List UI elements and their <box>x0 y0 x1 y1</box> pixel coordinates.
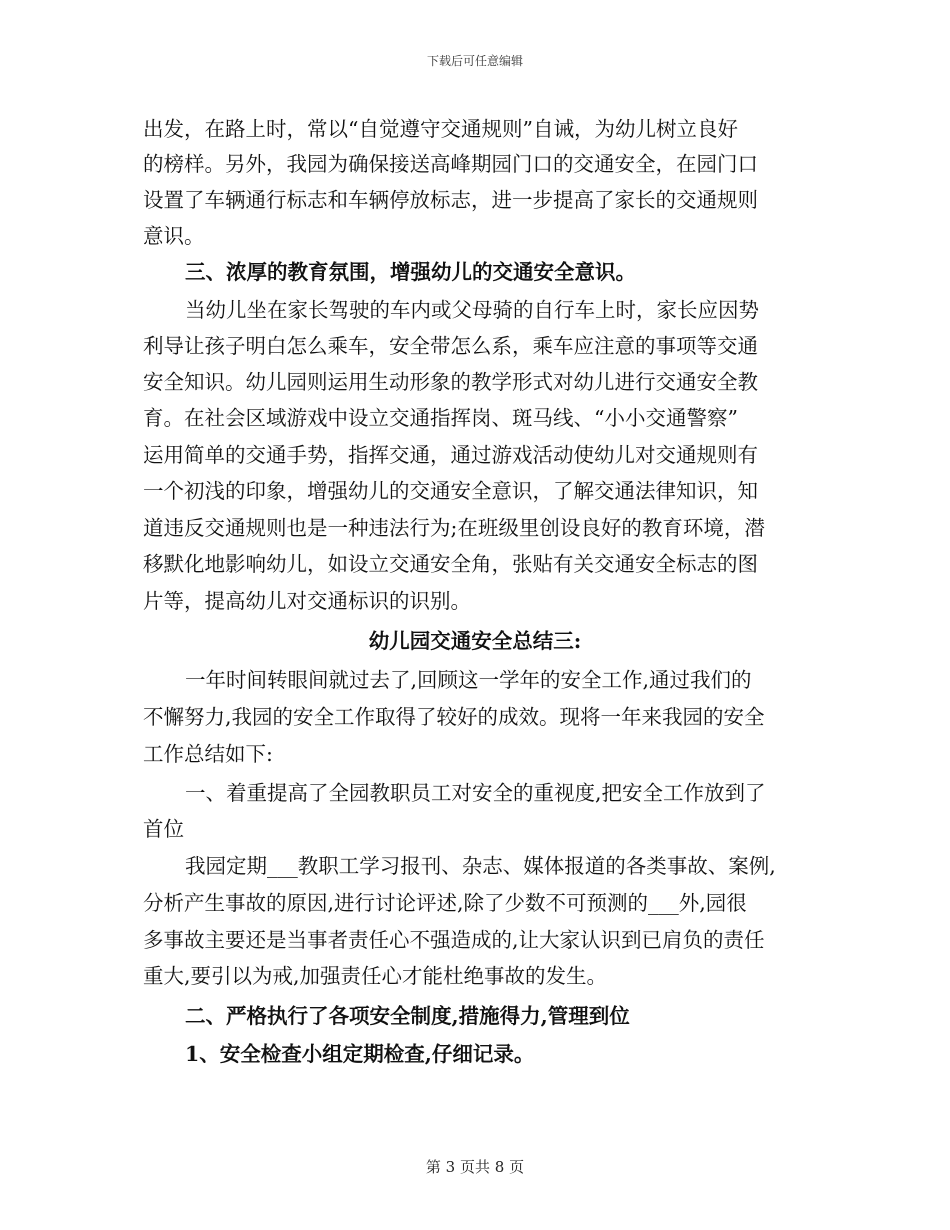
body-line: 一、着重提高了全园教职员工对安全的重视度,把安全工作放到了 <box>185 781 766 805</box>
body-line: 当幼儿坐在家长驾驶的车内或父母骑的自行车上时，家长应因势 <box>185 298 759 322</box>
body-line: 育。在社会区域游戏中设立交通指挥岗、斑马线、“小小交通警察” <box>143 406 738 430</box>
body-line: 一年时间转眼间就过去了,回顾这一学年的安全工作,通过我们的 <box>185 668 752 692</box>
body-line: 一个初浅的印象，增强幼儿的交通安全意识，了解交通法律知识，知 <box>143 479 758 503</box>
body-line: 的榜样。另外，我园为确保接送高峰期园门口的交通安全，在园门口 <box>143 152 758 176</box>
body-line: 多事故主要还是当事者责任心不强造成的,让大家认识到已肩负的责任 <box>143 928 765 952</box>
page-header: 下载后可任意编辑 <box>426 54 523 68</box>
section-title: 幼儿园交通安全总结三: <box>368 629 582 653</box>
body-line: 道违反交通规则也是一种违法行为;在班级里创设良好的教育环境，潜 <box>143 516 765 540</box>
body-line: 重大,要引以为戒,加强责任心才能杜绝事故的发生。 <box>143 964 608 988</box>
body-line: 安全知识。幼儿园则运用生动形象的教学形式对幼儿进行交通安全教 <box>143 370 758 394</box>
page-footer: 第 3 页共 8 页 <box>425 1158 525 1176</box>
body-line: 首位 <box>143 817 184 841</box>
body-line: 片等，提高幼儿对交通标识的识别。 <box>143 589 471 613</box>
body-line: 分析产生事故的原因,进行讨论评述,除了少数不可预测的___外,园很 <box>143 891 747 915</box>
body-line: 设置了车辆通行标志和车辆停放标志，进一步提高了家长的交通规则 <box>143 188 758 212</box>
body-line: 运用简单的交通手势，指挥交通，通过游戏活动使幼儿对交通规则有 <box>143 443 758 467</box>
body-line: 我园定期___教职工学习报刊、杂志、媒体报道的各类事故、案例, <box>185 854 776 878</box>
body-line: 不懈努力,我园的安全工作取得了较好的成效。现将一年来我园的安全 <box>143 705 765 729</box>
section-heading: 三、浓厚的教育氛围，增强幼儿的交通安全意识。 <box>185 260 636 284</box>
body-line: 利导让孩子明白怎么乘车，安全带怎么系，乘车应注意的事项等交通 <box>143 334 758 358</box>
body-line: 移默化地影响幼儿，如设立交通安全角，张贴有关交通安全标志的图 <box>143 552 758 576</box>
body-line: 工作总结如下: <box>143 742 273 766</box>
section-heading: 1、安全检查小组定期检查,仔细记录。 <box>185 1042 535 1066</box>
section-heading: 二、严格执行了各项安全制度,措施得力,管理到位 <box>185 1004 630 1028</box>
body-line: 出发，在路上时，常以“自觉遵守交通规则”自诫，为幼儿树立良好 <box>143 117 738 141</box>
body-line: 意识。 <box>143 224 205 248</box>
